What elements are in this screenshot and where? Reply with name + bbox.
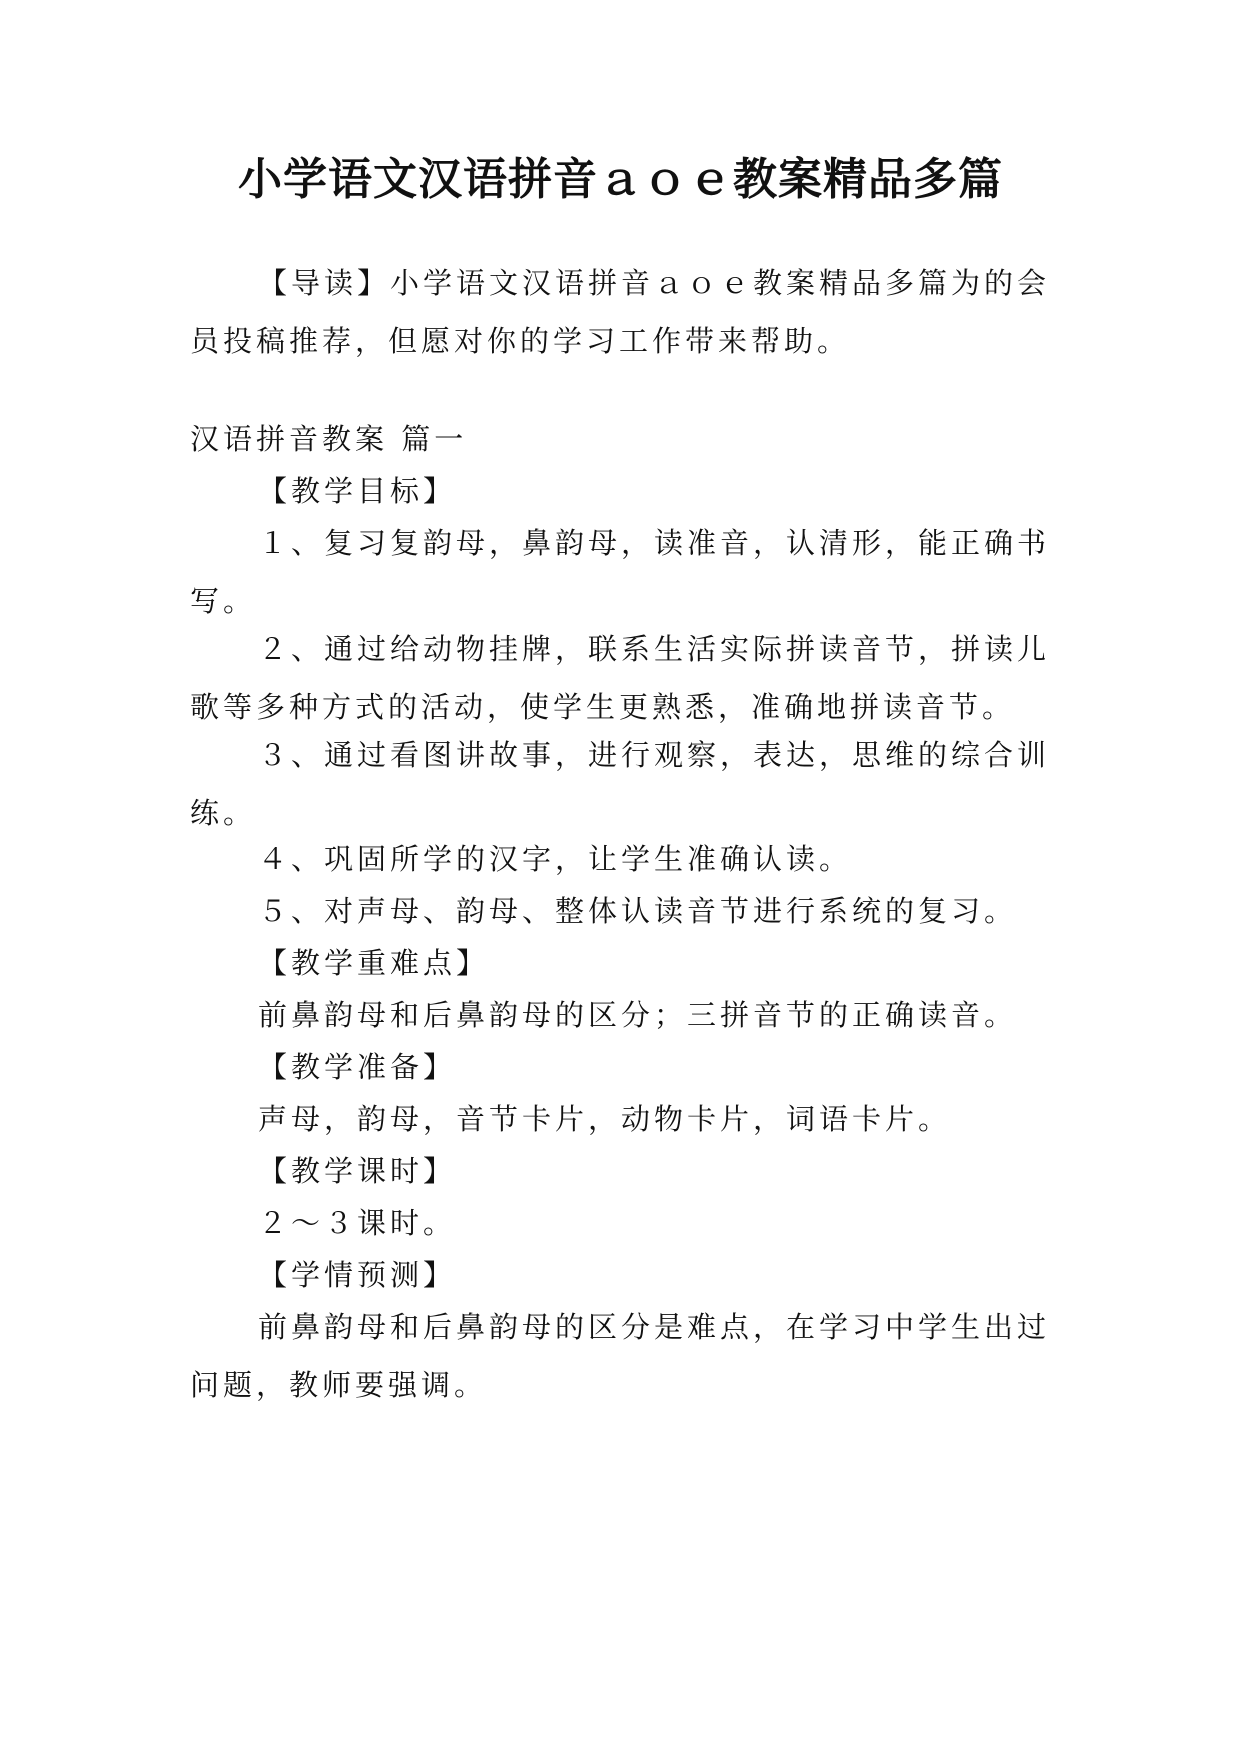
hours-text: ２～３课时。 (258, 1206, 457, 1240)
section-heading: 汉语拼音教案 篇一 (190, 422, 468, 456)
prep-heading: 【教学准备】 (258, 1050, 457, 1084)
goals-heading: 【教学目标】 (258, 474, 457, 508)
prep-text: 声母，韵母，音节卡片，动物卡片，词语卡片。 (258, 1102, 952, 1136)
intro-paragraph: 【导读】小学语文汉语拼音ａｏｅ教案精品多篇为的会员投稿推荐，但愿对你的学习工作带来帮助。 (190, 266, 1051, 358)
goal-item-5: ５、对声母、韵母、整体认读音节进行系统的复习。 (258, 894, 1018, 928)
forecast-heading: 【学情预测】 (258, 1258, 457, 1292)
difficulty-text: 前鼻韵母和后鼻韵母的区分；三拼音节的正确读音。 (258, 998, 1018, 1032)
goal-item-4: ４、巩固所学的汉字，让学生准确认读。 (258, 842, 853, 876)
goal-item-3: ３、通过看图讲故事，进行观察，表达，思维的综合训练。 (190, 738, 1051, 830)
goal-item-2: ２、通过给动物挂牌，联系生活实际拼读音节，拼读儿歌等多种方式的活动，使学生更熟悉，准确地拼读音节。 (190, 632, 1051, 724)
difficulty-heading: 【教学重难点】 (258, 946, 490, 980)
hours-heading: 【教学课时】 (258, 1154, 457, 1188)
forecast-text: 前鼻韵母和后鼻韵母的区分是难点，在学习中学生出过问题，教师要强调。 (190, 1310, 1051, 1402)
document-title: 小学语文汉语拼音ａｏｅ教案精品多篇 (238, 154, 1003, 205)
goal-item-1: １、复习复韵母，鼻韵母，读准音，认清形，能正确书写。 (190, 526, 1051, 618)
